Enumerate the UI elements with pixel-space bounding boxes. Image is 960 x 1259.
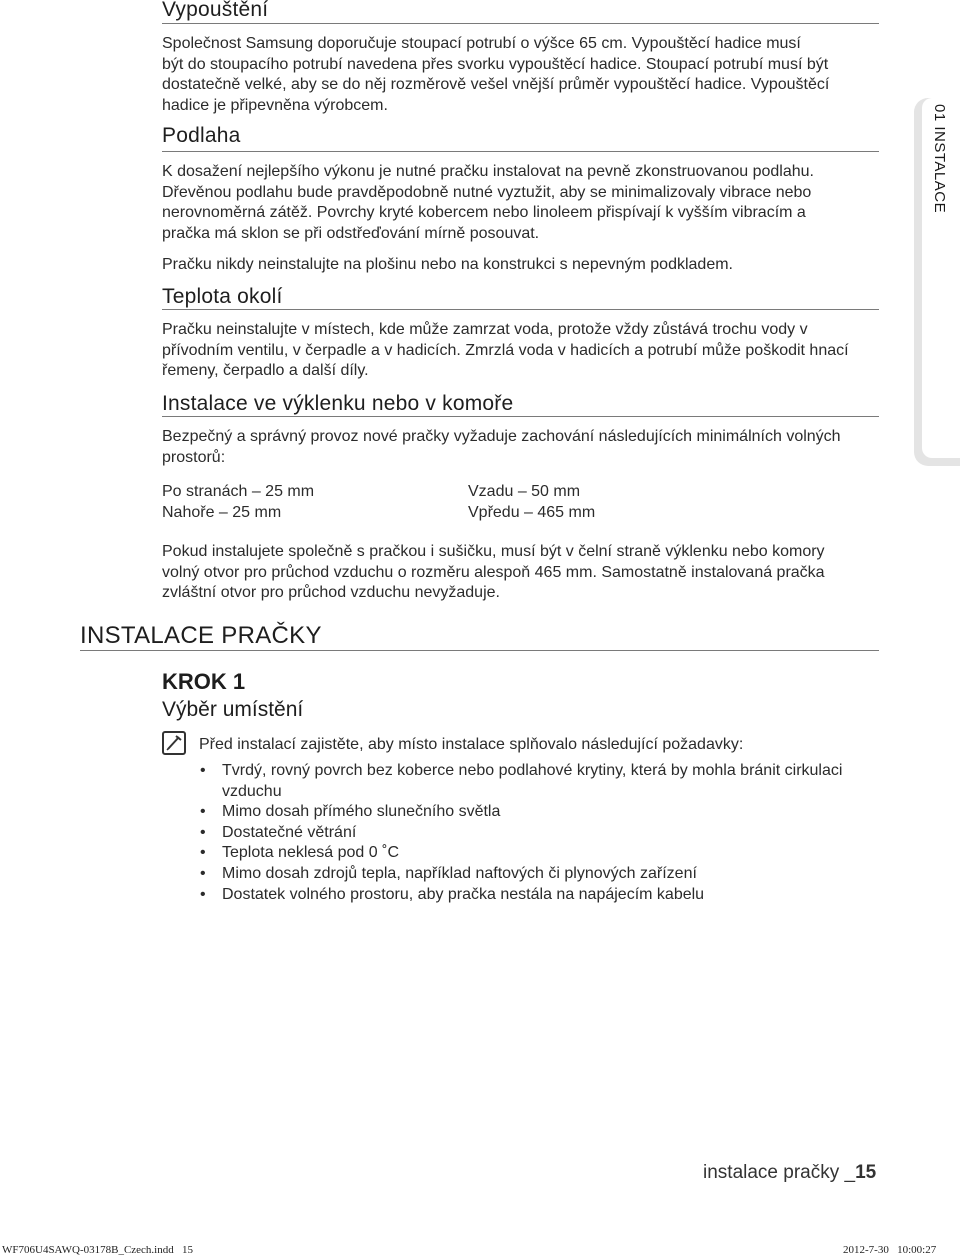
text-line: řemeny, čerpadlo a další díly. [162,362,369,380]
list-item: • Teplota neklesá pod 0 ˚C [162,843,902,864]
text-line: hadice je připevněna výrobcem. [162,96,388,114]
clearance-item: Vzadu – 50 mm [468,483,581,500]
step-subtitle: Výběr umístění [162,698,304,721]
text-line: dostatečně velké, aby se do něj rozměrově vešel vnější průměr vypouštěcí hadice. Vypouštěcí [162,76,830,94]
text-line: nerovnoměrná zátěž. Povrchy kryté kobercem nebo linoleem přispívají k vyšším vibracím a [162,204,806,222]
list-item: • Tvrdý, rovný povrch bez koberce nebo podlahové krytiny, která by mohla bránit cirkulaci vzduchu [162,761,902,802]
section-title-vyklenek: Instalace ve výklenku nebo v komoře [162,392,514,415]
list-item: • Mimo dosah zdrojů tepla, například naftových či plynových zařízení [162,864,902,885]
text-line: být do stoupacího potrubí navedena přes svorku vypouštěcí hadice. Stoupací potrubí musí být [162,55,829,73]
vypousteni-paragraph [162,34,902,116]
text-line: pračka má sklon se při odstřeďování mírně posouvat. [162,224,540,242]
text-line: Společnost Samsung doporučuje stoupací potrubí o výšce 65 cm. Vypouštěcí hadice musí [162,35,801,52]
list-item: • Dostatek volného prostoru, aby pračka nestála na napájecím kabelu [162,885,902,906]
text-line: Pokud instalujete společně s pračkou i sušičku, musí být v čelní straně výklenku nebo komory [162,543,825,560]
teplota-paragraph [162,320,902,382]
vyklenek-closing-paragraph [162,542,902,604]
section-title-vypousteni: Vypouštění [162,0,269,21]
list-item: • Dostatečné větrání [162,823,902,844]
clearance-item: Po stranách – 25 mm [162,483,315,500]
text-line: K dosažení nejlepšího výkonu je nutné pračku instalovat na pevně zkonstruovanou podlahu. [162,163,814,180]
clearance-left-column [162,482,314,523]
text-line: Pračku neinstalujte v místech, kde může zamrzat voda, protože vždy zůstává trochu vody v [162,321,808,338]
text-line: volný otvor pro průchod vzduchu o rozměru alespoň 465 mm. Samostatně instalovaná pračka [162,563,825,581]
footer-label: instalace pračky _ [703,1162,856,1183]
chapter-rule [80,650,879,651]
section-rule [162,151,879,152]
list-item: • Mimo dosah přímého slunečního světla [162,802,902,823]
clearance-item: Nahoře – 25 mm [162,503,282,521]
clearance-item: Vpředu – 465 mm [468,503,596,521]
podlaha-note: Pračku nikdy neinstalujte na plošinu nebo na konstrukci s nepevným podkladem. [162,256,733,273]
note-intro: Před instalací zajistěte, aby místo instalace splňovalo následující požadavky: [199,736,744,753]
section-title-teplota: Teplota okolí [162,285,283,308]
text-line: přívodním ventilu, v čerpadle a v hadicích. Zmrzlá voda v hadicích a potrubí může poškodit hnací [162,341,849,359]
podlaha-paragraph [162,162,902,244]
section-rule [162,309,879,310]
step-label: KROK 1 [162,669,246,694]
vyklenek-paragraph [162,427,902,468]
text-line: zvláštní otvor pro průchod vzduchu nevyžaduje. [162,584,500,602]
text-line: Dřevěnou podlahu bude pravděpodobně nutné vyztužit, aby se minimalizovaly vibrace nebo [162,183,812,201]
section-rule [162,23,879,24]
section-title-podlaha: Podlaha [162,124,241,147]
print-timestamp: 2012-7-30 10:00:27 [843,1244,937,1256]
requirements-list [162,761,902,905]
side-section-label: 01 INSTALACE [931,104,948,214]
page-footer [703,1162,876,1184]
chapter-title: INSTALACE PRAČKY [80,622,322,649]
note-pencil-icon [162,731,186,755]
print-file-name: WF706U4SAWQ-03178B_Czech.indd 15 [2,1244,193,1256]
page-number: 15 [855,1162,877,1183]
clearance-right-column [468,482,595,523]
section-rule [162,416,879,417]
text-line: prostorů: [162,448,226,466]
text-line: Bezpečný a správný provoz nové pračky vyžaduje zachování následujících minimálních volných [162,428,841,445]
